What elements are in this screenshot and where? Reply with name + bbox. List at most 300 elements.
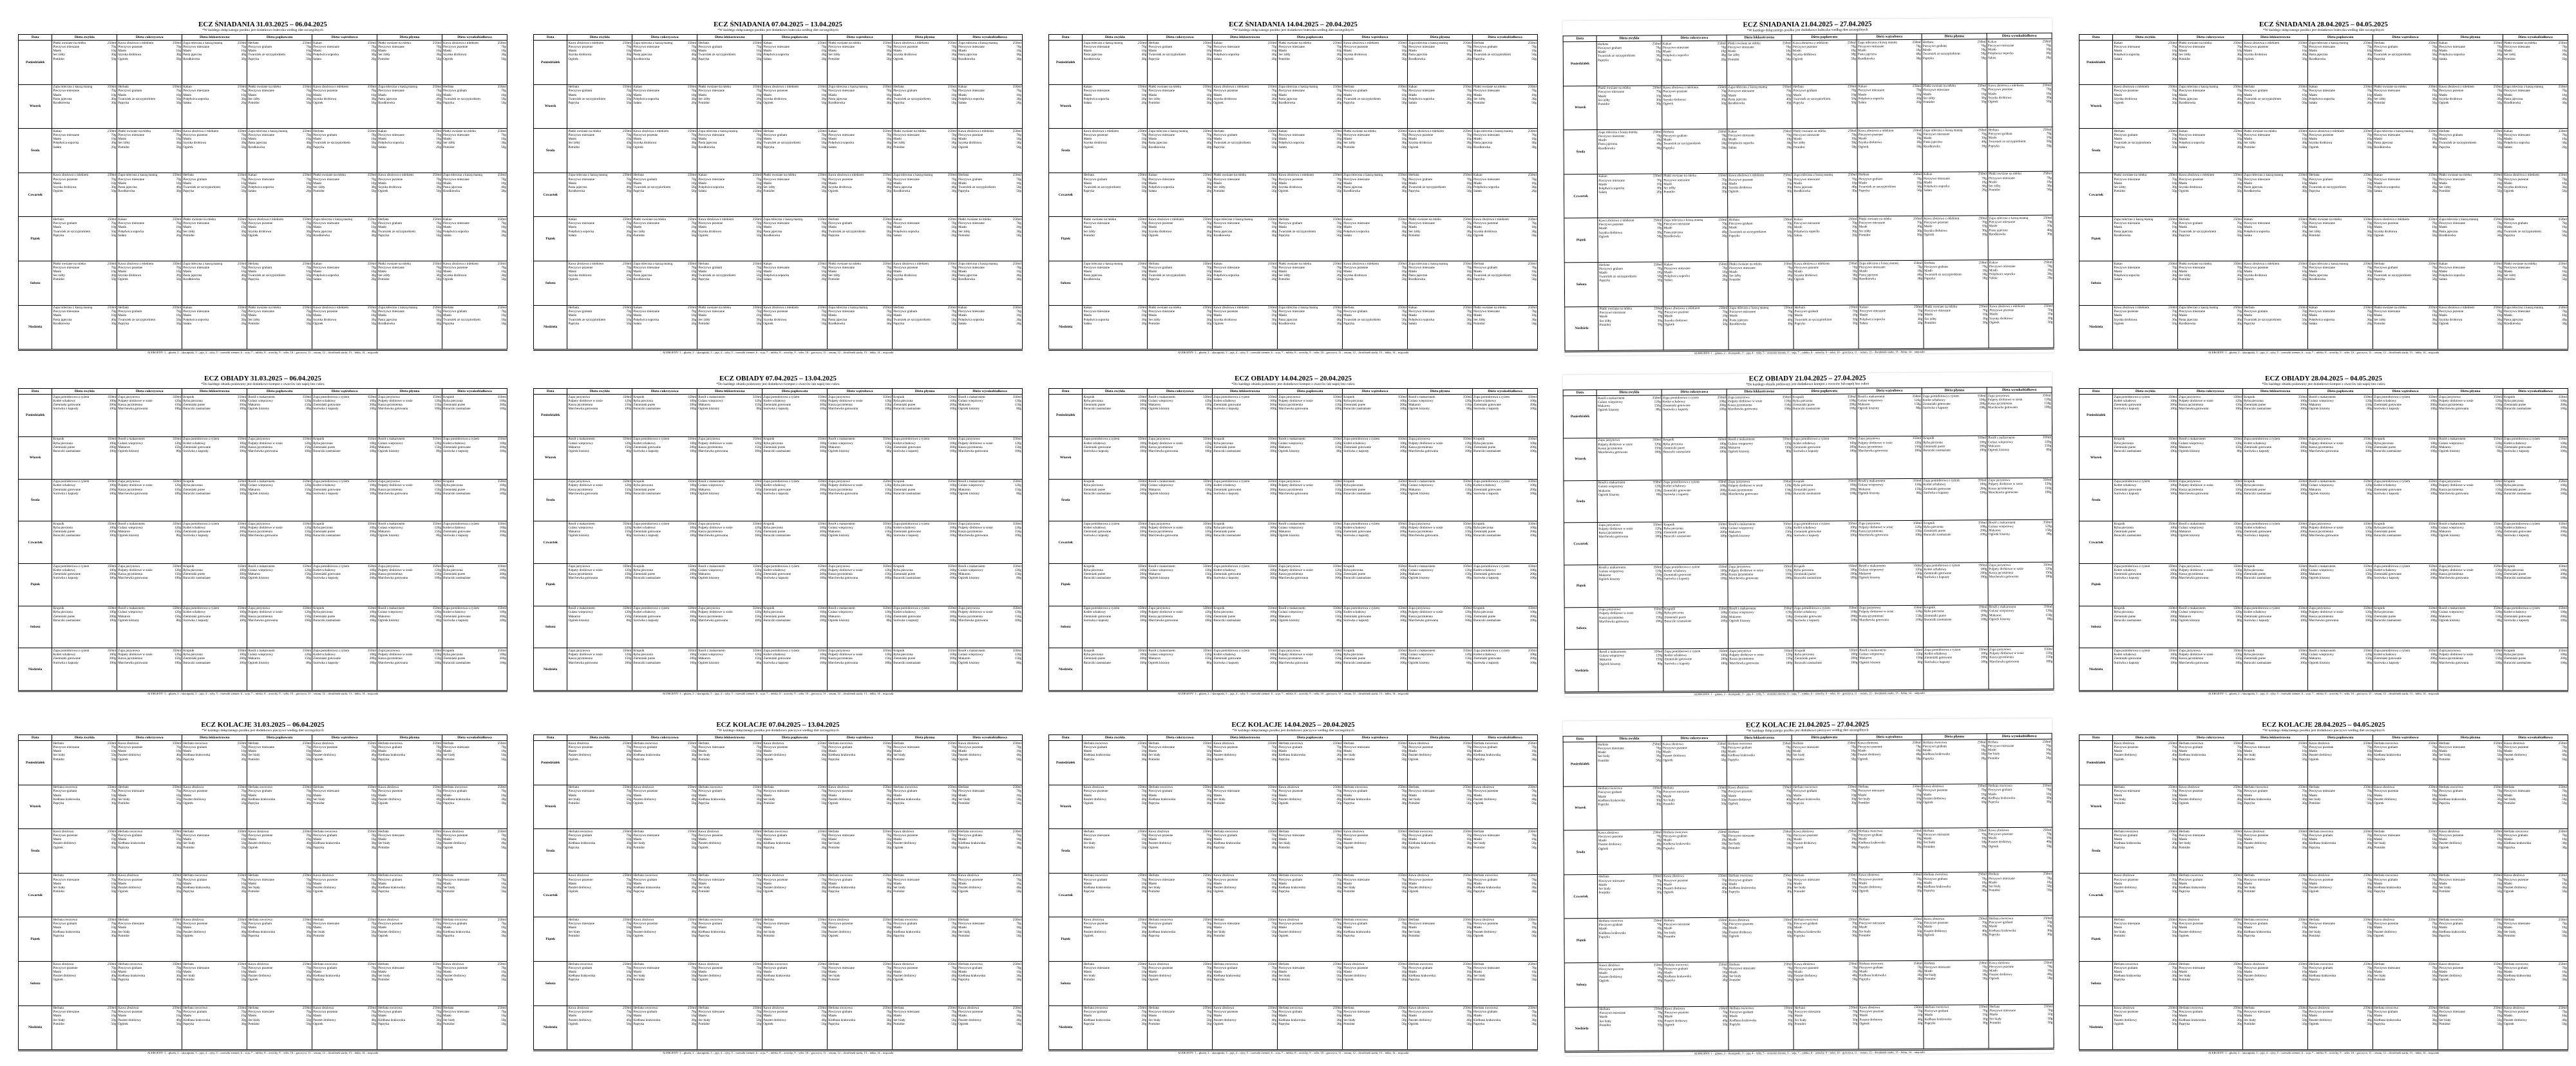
menu-item-name: Ser żółty [1599,319,1612,323]
menu-item-portion: 200g [819,445,827,449]
menu-item-name: Pieczywo pszenne [828,177,853,182]
menu-item-name: Ziemniaki gotowane [53,657,81,661]
day-label: Piątek [1564,218,1598,263]
menu-item-name: Płatki owsiane na mleku [2179,41,2212,45]
menu-item-name: Papryka [248,57,260,61]
menu-item-name: Rzodkiewka [2309,277,2326,282]
menu-item [378,534,441,538]
menu-item-portion: 250ml [1267,85,1277,89]
menu-cell [828,261,893,306]
header-row [534,35,1023,41]
menu-item [633,145,696,149]
menu-item-name: Pieczywo mieszane [53,133,80,138]
menu-item [1598,58,1661,62]
menu-item-portion: 30g [1271,53,1277,57]
menu-item [2374,189,2437,193]
menu-item-name: Pieczywo mieszane [1728,133,1755,138]
menu-item-name: Pieczywo mieszane [568,133,595,138]
menu-item-portion: 20g [1531,189,1537,194]
menu-item-portion: 10g [951,269,957,274]
menu-item [568,407,631,411]
menu-item-portion: 70g [1016,221,1021,226]
allergen-footer: ALERGENY: 1 – gluten, 2 – skorupiaki, 3 – jaja, 4 – ryby, 5 – orzeszki ziemne, 6 – soja, 7 – mleko, 8 – orzechy, 9 – seler, 10 – gorczyca, 11 – sezam, 12 – dwutlenek siarki, 13 – łubin, 14 – mięczaki [533,350,1023,354]
menu-item-name: Pieczywo mieszane [2504,89,2530,93]
menu-item-name: Ser żółty [1729,274,1741,278]
menu-item-portion: 10g [821,313,827,318]
menu-item-portion: 50g [756,321,762,326]
menu-item-portion: 70g [2046,88,2052,92]
menu-item-name: Ziemniaki gotowane [313,572,341,576]
menu-item-portion: 70g [1721,45,1726,50]
menu-cell [1343,217,1408,261]
menu-item [2309,101,2372,105]
menu-item [893,101,956,105]
menu-item-name: Masło [1408,225,1417,230]
menu-item-name: Kawa zbożowa z mlekiem [1664,306,1700,311]
menu-item-portion: 120g [304,526,312,530]
menu-item-name: Zupa pomidorowa z ryżem [443,606,480,611]
menu-item-portion: 350ml [687,480,697,484]
menu-cell [1662,85,1727,129]
menu-item-name: Masło [1278,225,1287,230]
menu-item-name: Masło [2309,225,2318,230]
menu-item-portion: 10g [1336,49,1342,53]
menu-item-name: Płatki owsiane na mleku [1598,86,1631,91]
menu-item-name: Buraczki zasmażane [183,576,211,581]
menu-item [1665,323,1728,327]
menu-item-name: Pomidor [2179,57,2191,61]
menu-item-portion: 50g [1401,317,1407,322]
menu-item-portion: 30g [886,185,892,189]
menu-item-portion: 70g [306,89,312,93]
menu-item-portion: 40g [1271,229,1277,234]
menu-item-name: Masło [828,49,837,53]
menu-item-name: Masło [828,225,837,230]
menu-item [633,277,696,281]
menu-item-portion: 250ml [1653,174,1662,178]
menu-cell [2178,261,2243,306]
menu-item-name: Pulpety drobiowe w sosie [958,441,993,445]
menu-item-name: Masło [763,225,772,230]
menu-item-name: Polędwica sopocka [378,141,404,145]
menu-item-portion: 250ml [1782,85,1792,89]
menu-item-portion: 100g [689,491,697,496]
menu-item-portion: 10g [1981,136,1987,140]
menu-item-portion: 10g [1336,313,1342,318]
menu-item-portion: 70g [1531,265,1537,270]
menu-item-name: Kakao [1213,261,1222,266]
menu-item-portion: 50g [756,233,762,238]
menu-item-name: Pieczywo mieszane [633,89,660,93]
menu-item-name: Masło [1473,225,1482,230]
menu-item-name: Pasta jajeczna [1278,317,1298,322]
menu-item-name: Surówka z kapusty [183,449,209,454]
menu-item-portion: 30g [951,141,957,145]
menu-item-portion: 70g [2172,265,2177,270]
menu-item-portion: 70g [2562,265,2567,270]
menu-cell [2178,41,2243,85]
menu-item-name: Masło [1408,313,1417,318]
column-header-date: Data [534,389,567,395]
menu-item-name: Zupa mleczna z kaszą manną [2244,173,2284,178]
menu-item-name: Pieczywo mieszane [1213,221,1240,226]
menu-item-portion: 30g [1206,317,1212,322]
menu-item-name: Papryka [118,101,129,106]
menu-item-portion: 250ml [2493,129,2503,133]
menu-item-name: Kakao [633,306,642,310]
table-row [19,479,507,521]
menu-item-portion: 100g [369,568,377,572]
menu-item-portion: 250ml [2233,306,2242,310]
menu-cell [1148,261,1213,306]
menu-item-name: Masło [2114,269,2123,274]
menu-item-name: Pieczywo graham [1473,265,1498,270]
menu-item-name: Ogórek [248,233,258,238]
menu-item-portion: 100g [109,441,117,445]
menu-item-portion: 70g [2497,310,2503,314]
menu-item [53,189,116,193]
menu-item-name: Papryka [1599,279,1611,283]
menu-cell [762,217,828,261]
menu-item-name: Makaron [378,614,390,619]
menu-cell [1148,41,1213,85]
menu-item [1793,101,1856,106]
menu-cell [1987,127,2052,172]
menu-item-name: Pieczywo mieszane [1858,88,1885,93]
menu-item-portion: 10g [1531,269,1537,274]
menu-item-name: Rosół z makaronem [118,521,145,526]
menu-item-name: Szynka drobiowa [698,229,722,234]
menu-item-name: Ogórek kiszony [698,407,720,411]
menu-item-name: Pieczywo mieszane [1989,264,2016,269]
menu-item-name: Pieczywo mieszane [568,221,595,226]
menu-item-portion: 50g [306,53,312,57]
menu-item-name: Płatki owsiane na mleku [313,173,346,178]
menu-cell [442,173,507,217]
menu-item-portion: 40g [1916,52,1921,57]
menu-item-name: Pasta jajeczna [1989,228,2008,232]
menu-item-name: Rzodkiewka [1857,56,1875,61]
menu-item-portion: 200g [239,572,247,576]
menu-item-name: Pieczywo pszenne [893,44,918,49]
menu-cell [2503,305,2568,350]
menu-item-name: Sałata [53,145,62,149]
menu-item-portion: 250ml [1012,129,1021,133]
menu-item-portion: 40g [1141,53,1147,57]
menu-item-name: Pieczywo mieszane [1728,89,1755,94]
menu-item-portion: 250ml [108,41,117,45]
menu-item [1343,189,1406,193]
menu-item-portion: 10g [1722,314,1728,319]
menu-item [698,189,761,193]
page-title: ECZ ŚNIADANIA 31.03.2025 – 06.04.2025 [198,21,327,28]
menu-item-portion: 30g [1336,141,1342,145]
menu-item-portion: 250ml [108,85,117,89]
menu-cell [182,521,247,564]
menu-item-portion: 70g [2497,133,2503,138]
menu-item-name: Zupa pomidorowa z ryżem [443,521,480,526]
menu-item-portion: 70g [821,310,827,314]
menu-item-name: Pieczywo graham [1793,89,1817,93]
menu-cell [1343,305,1408,350]
menu-item-portion: 30g [1851,52,1856,57]
menu-item-name: Ryba pieczona [53,441,73,445]
menu-table-body [1049,41,1538,350]
menu-item-name: Rosół z makaronem [248,648,275,653]
day-label: Piątek [1049,217,1083,261]
menu-item-portion: 250ml [1012,85,1021,89]
menu-item [2504,189,2567,193]
menu-item-name: Masło [2439,137,2448,142]
menu-item [828,234,891,238]
menu-item-portion: 250ml [882,41,892,45]
menu-item-name: Pieczywo graham [248,265,272,270]
menu-item-name: Sałata [2114,277,2123,282]
menu-item-portion: 150g [304,445,312,449]
menu-item-name: Rosół z makaronem [698,395,725,399]
menu-item-portion: 10g [1656,138,1662,142]
menu-item [118,234,181,238]
menu-item-name: Szynka drobiowa [1083,141,1107,145]
menu-item-name: Sałata [1859,321,1868,326]
menu-item-portion: 30g [691,57,697,61]
menu-item-portion: 100g [689,483,697,488]
menu-item-portion: 250ml [172,261,182,266]
menu-item-name: Papryka [313,145,325,149]
menu-item-name: Masło [1213,49,1222,53]
menu-item-portion: 30g [176,53,182,57]
menu-item-portion: 120g [174,568,182,572]
menu-item-name: Ryba pieczona [313,526,333,530]
menu-item-portion: 70g [1016,265,1021,270]
menu-cell [2243,84,2308,129]
menu-item-portion: 100g [499,653,506,657]
menu-item-name: Masło [2309,49,2318,53]
menu-cell [828,129,893,173]
menu-item-name: Pasta jajeczna [633,53,652,57]
menu-item-name: Masło [1278,137,1287,142]
menu-item-name: Pieczywo pszenne [248,221,273,226]
menu-cell [893,395,958,437]
menu-item-portion: 50g [436,229,442,234]
menu-cell [117,173,182,217]
menu-item-name: Kakao [378,129,387,133]
menu-item-portion: 350ml [432,521,442,526]
menu-item [378,619,441,622]
menu-item-portion: 40g [2237,317,2242,322]
menu-item-name: Masło [378,225,387,230]
menu-item-portion: 70g [2432,265,2438,270]
menu-item [698,322,761,326]
menu-item-name: Ryba pieczona [313,441,333,445]
menu-item-portion: 250ml [2298,85,2307,89]
menu-item-name: Pasta jajeczna [568,185,587,189]
menu-item-name: Masło [1213,225,1222,230]
menu-item-name: Ser żółty [828,53,840,57]
menu-item-name: Herbata [763,129,774,133]
day-label: Sobota [534,261,567,306]
menu-item-name: Pieczywo mieszane [1664,266,1690,271]
menu-item-name: Pulpety drobiowe w sosie [698,441,733,445]
menu-item-portion: 30g [2497,185,2503,189]
menu-item [53,576,116,580]
menu-item-name: Masło [1728,93,1737,98]
menu-item-name: Pulpety drobiowe w sosie [828,398,863,403]
menu-item-name: Ziemniaki puree [53,530,75,534]
menu-item-name: Papryka [378,233,390,238]
menu-item-name: Ser żółty [1598,98,1611,102]
menu-item-portion: 10g [691,225,697,230]
menu-item-portion: 250ml [752,85,762,89]
menu-item-name: Pasta jajeczna [1213,229,1233,234]
menu-item-name: Pieczywo graham [1859,176,1883,182]
menu-item-name: Pieczywo mieszane [118,177,145,182]
menu-item-portion: 10g [1917,180,1922,185]
menu-item-name: Pulpety drobiowe w sosie [248,441,283,445]
menu-item-name: Ser żółty [2309,229,2321,234]
table-row [19,173,507,217]
menu-item-name: Ogórek [1473,233,1484,238]
menu-item-name: Płatki owsiane na mleku [1343,129,1376,133]
menu-cell [1408,217,1473,261]
day-label: Piątek [2079,217,2113,261]
menu-item-name: Płatki owsiane na mleku [443,129,476,133]
menu-item-portion: 80g [756,491,762,496]
menu-item-portion: 100g [239,449,247,454]
menu-item-name: Kawa zbożowa z mlekiem [1083,129,1119,133]
menu-item-name: Polędwica sopocka [183,317,209,322]
menu-item-name: Pieczywo mieszane [893,177,920,182]
menu-item-portion: 50g [626,277,632,282]
menu-item [698,492,761,496]
menu-item [443,234,506,238]
menu-item-portion: 30g [1852,229,1857,234]
menu-item-name: Zupa jarzynowa [698,437,720,442]
menu-item-portion: 100g [109,449,117,454]
menu-item-name: Pieczywo mieszane [2504,133,2530,138]
menu-item [183,534,246,538]
menu-item-name: Masło [698,137,707,142]
table-row [534,41,1023,85]
menu-item-name: Masło [1473,49,1482,53]
menu-item-name: Pieczywo mieszane [378,89,404,93]
menu-item-name: Herbata [2374,261,2385,266]
menu-cell [893,261,958,306]
table-row [1049,217,1538,261]
menu-item-name: Pomidor [1278,277,1291,282]
menu-item-name: Pulpety drobiowe w sosie [118,653,153,657]
menu-item-portion: 50g [306,101,312,106]
menu-item-name: Masło [2179,49,2188,53]
menu-item-name: Kawa zbożowa z mlekiem [1343,261,1379,266]
menu-item-name: Pieczywo pszenne [2504,177,2529,182]
menu-item-portion: 50g [951,277,957,282]
menu-item-portion: 250ml [237,41,247,45]
menu-item [2439,277,2502,281]
menu-item-portion: 70g [306,221,312,226]
menu-item-portion: 50g [2302,317,2307,322]
menu-item-portion: 10g [1531,225,1537,230]
menu-item-name: Masło [313,49,322,53]
menu-item-name: Sałata [763,277,772,282]
menu-item-portion: 100g [239,526,247,530]
menu-item [1859,233,1922,238]
menu-item-name: Pieczywo mieszane [1148,89,1175,93]
menu-item-portion: 40g [241,53,247,57]
menu-item-portion: 100g [499,618,506,622]
menu-item-portion: 100g [369,407,377,411]
menu-item-portion: 20g [1721,57,1727,62]
page-title: ECZ ŚNIADANIA 07.04.2025 – 13.04.2025 [714,21,842,28]
menu-table [533,34,1023,350]
menu-item-name: Krupnik [313,437,325,442]
menu-item-name: Pieczywo mieszane [248,177,274,182]
menu-cell [442,261,507,306]
menu-item-portion: 70g [1656,222,1662,227]
menu-item-portion: 250ml [367,217,377,221]
menu-item-portion: 10g [1466,49,1472,53]
menu-item-portion: 70g [626,44,632,49]
menu-item-portion: 50g [1016,189,1021,194]
menu-item [1989,232,2052,236]
menu-item-portion: 10g [2237,269,2242,274]
menu-item-name: Pieczywo graham [1343,310,1368,314]
menu-item-portion: 200g [109,403,117,407]
menu-item-portion: 80g [436,534,442,538]
menu-item-portion: 250ml [2233,85,2242,89]
menu-item-portion: 10g [1916,92,1922,97]
menu-cell [2438,305,2503,350]
menu-item-portion: 50g [951,145,957,149]
menu-item-name: Pomidor [1278,57,1291,61]
menu-item-name: Herbata [378,217,389,221]
menu-item-name: Sałata [248,189,256,194]
menu-item-portion: 30g [2237,53,2242,57]
menu-item-portion: 20g [1916,100,1922,105]
menu-item [378,101,441,105]
menu-item-portion: 30g [691,229,697,234]
menu-item-name: Ogórek [2114,321,2124,326]
menu-item-portion: 350ml [432,480,442,484]
menu-item-portion: 50g [626,97,632,101]
menu-item-portion: 50g [1531,277,1537,282]
menu-item-name: Pieczywo mieszane [633,221,660,226]
menu-cell [52,261,117,306]
menu-cell [632,129,697,173]
menu-item-portion: 50g [1786,189,1792,194]
menu-item-portion: 30g [371,274,377,278]
menu-item-name: Masło [1794,269,1803,274]
menu-item-name: Surówka z kapusty [313,491,339,496]
menu-item-name: Papryka [1278,233,1290,238]
menu-item-portion: 50g [756,53,762,57]
menu-item-portion: 250ml [1267,129,1277,133]
menu-item-name: Zupa mleczna z kaszą manną [378,306,417,310]
menu-item-name: Szynka drobiowa [893,274,917,278]
menu-item-name: Kakao [1987,39,1997,44]
menu-item-name: Kawa zbożowa z mlekiem [1989,304,2025,309]
menu-item-name: Ziemniaki gotowane [183,530,211,534]
menu-item-portion: 10g [2497,269,2503,274]
menu-item-name: Rzodkiewka [958,57,975,61]
menu-item-name: Masło [1148,137,1157,142]
menu-item [698,234,761,238]
menu-item [1343,101,1406,105]
menu-item-name: Kakao [893,217,902,221]
menu-item-portion: 100g [239,491,247,496]
menu-item-portion: 250ml [752,41,762,45]
menu-item [313,576,376,580]
